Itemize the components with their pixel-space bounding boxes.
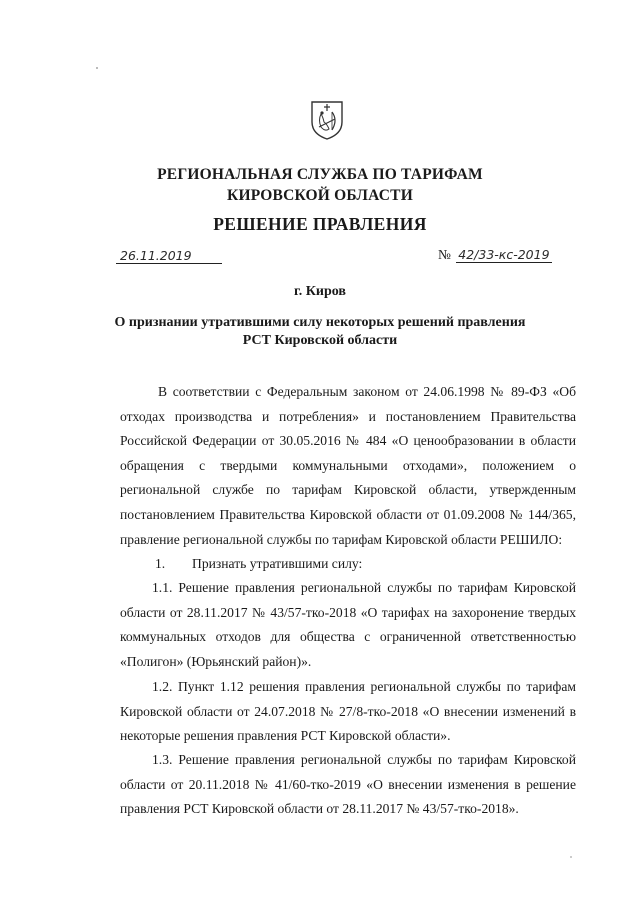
- text-line: области от 20.11.2018 № 41/60-тко-2019 «О внесении изменения в решение: [120, 776, 576, 792]
- text-line: отходах производства и потребления» и постановлением Правительства: [120, 408, 576, 424]
- number-sign: №: [438, 247, 451, 262]
- kirov-coat-of-arms-icon: [310, 100, 344, 140]
- decision-number: [438, 247, 552, 263]
- agency-name: [0, 164, 640, 206]
- text-line: некоторые решения правления РСТ Кировской области».: [120, 728, 451, 744]
- text-line: В соответствии с Федеральным законом от 24.06.1998 № 89-ФЗ «Об: [158, 384, 576, 399]
- text-line: правления РСТ Кировской области от 28.11.2017 № 43/57-тко-2018».: [120, 801, 519, 817]
- text-line: 1.3. Решение правления региональной службы по тарифам Кировской: [152, 752, 576, 767]
- scan-speck: [570, 856, 572, 858]
- text-line: 1.2. Пункт 1.12 решения правления региональной службы по тарифам: [152, 679, 576, 694]
- preamble-paragraph: [120, 380, 576, 552]
- text-line: правление региональной службы по тарифам Кировской области РЕШИЛО:: [120, 531, 563, 547]
- subject-line1: О признании утратившими силу некоторых решений правления: [114, 315, 526, 330]
- agency-name-line2: КИРОВСКОЙ ОБЛАСТИ: [227, 187, 413, 204]
- text-line: обращения с твердыми коммунальными отходами», положением о: [120, 457, 576, 473]
- item-1-3: [120, 748, 576, 822]
- document-type-title: РЕШЕНИЕ ПРАВЛЕНИЯ: [213, 214, 427, 234]
- decision-subject: [0, 314, 640, 350]
- agency-name-line1: РЕГИОНАЛЬНАЯ СЛУЖБА ПО ТАРИФАМ: [157, 166, 483, 183]
- item-1-number: 1.: [155, 556, 166, 571]
- item-1-text: Признать утратившими силу:: [192, 556, 363, 571]
- item-1-1: [120, 576, 576, 674]
- item-1: [120, 552, 576, 577]
- text-line: 1.1. Решение правления региональной службы по тарифам Кировской: [152, 580, 576, 595]
- item-1-2: [120, 675, 576, 749]
- text-line: Кировской области от 24.07.2018 № 27/8-тко-2018 «О внесении изменений в: [120, 703, 576, 719]
- text-line: постановлением Правительства Кировской области от 01.09.2008 № 144/365,: [120, 506, 576, 522]
- text-line: коммунальных отходов для общества с ограниченной ответственностью: [120, 629, 576, 645]
- text-line: области от 28.11.2017 № 43/57-тко-2018 «О тарифах на захоронение твердых: [120, 604, 576, 620]
- decision-number-value: 42/33-кс-2019: [458, 247, 550, 262]
- subject-line2: РСТ Кировской области: [242, 333, 398, 348]
- text-line: Российской Федерации от 30.05.2016 № 484 «О ценообразовании в области: [120, 433, 576, 449]
- text-line: «Полигон» (Юрьянский район)».: [120, 653, 312, 669]
- city: г. Киров: [294, 284, 346, 299]
- decision-date: 26.11.2019: [116, 248, 222, 264]
- text-line: региональной службе по тарифам Кировской области, утвержденным: [120, 482, 576, 498]
- scan-speck: [96, 67, 98, 69]
